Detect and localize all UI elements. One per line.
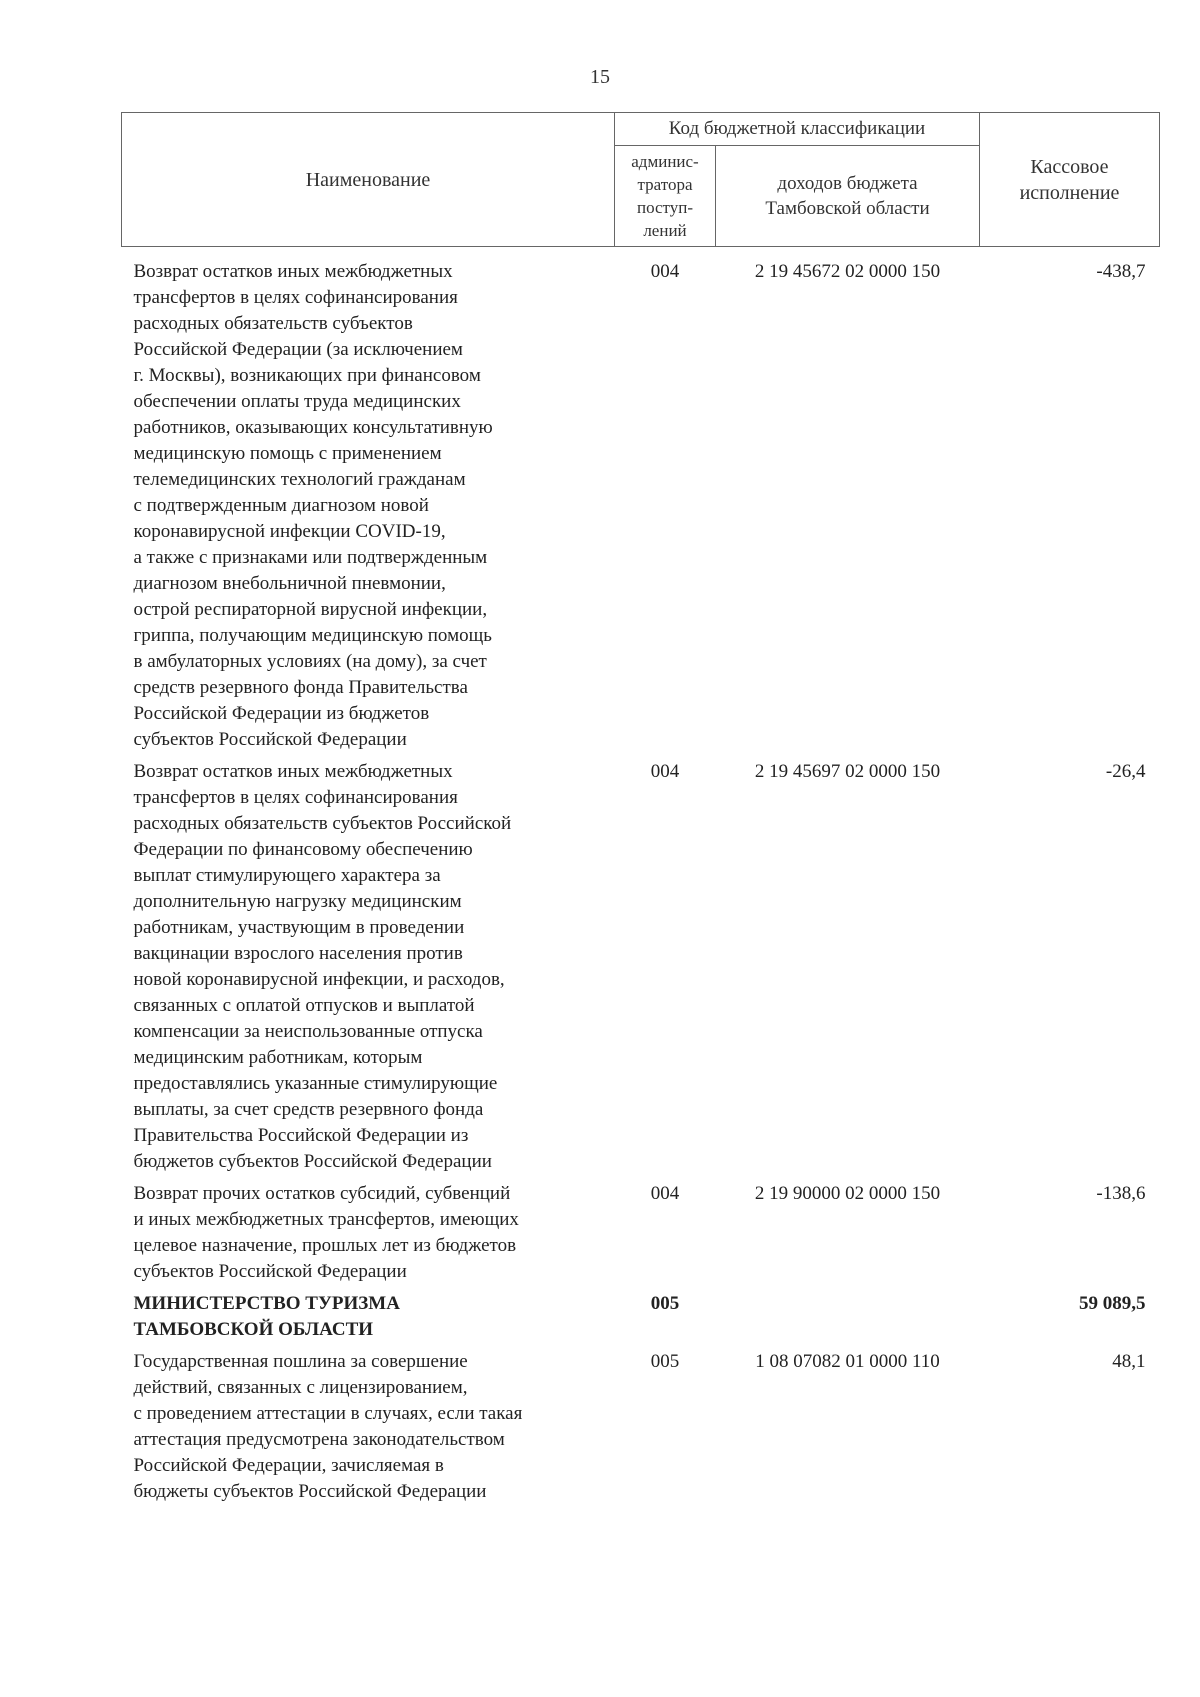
table-row bbox=[122, 259, 1160, 759]
name-line: трансфертов в целях софинансирования bbox=[133, 787, 458, 808]
name-line: г. Москвы), возникающих при финансовом bbox=[133, 365, 481, 386]
cell-administrator-code: 005 bbox=[650, 1293, 680, 1314]
cell-revenue-code bbox=[716, 1291, 980, 1349]
name-line: Российской Федерации из бюджетов bbox=[133, 703, 430, 724]
name-line: с проведением аттестации в случаях, если такая bbox=[133, 1403, 523, 1424]
header-sum-line: Кассовое bbox=[1030, 155, 1109, 178]
name-line: а также с признаками или подтвержденным bbox=[133, 547, 488, 568]
name-line: предоставлялись указанные стимулирующие bbox=[133, 1073, 498, 1094]
name-line: аттестация предусмотрена законодательством bbox=[133, 1429, 505, 1450]
header-cash-execution bbox=[980, 113, 1160, 247]
name-line: острой респираторной вирусной инфекции, bbox=[133, 599, 488, 620]
name-line: коронавирусной инфекции COVID-19, bbox=[133, 521, 446, 542]
name-line: субъектов Российской Федерации bbox=[133, 1261, 407, 1282]
table-row bbox=[122, 759, 1160, 1181]
name-line: компенсации за неиспользованные отпуска bbox=[133, 1021, 483, 1042]
name-line: Государственная пошлина за совершение bbox=[133, 1351, 468, 1372]
name-line: Возврат остатков иных межбюджетных bbox=[133, 761, 453, 782]
name-line: телемедицинских технологий гражданам bbox=[133, 469, 466, 490]
cell-cash-execution: 59 089,5 bbox=[1079, 1293, 1146, 1314]
name-line: медицинскую помощь с применением bbox=[133, 443, 442, 464]
name-line: бюджетов субъектов Российской Федерации bbox=[133, 1151, 492, 1172]
cell-cash-execution: -26,4 bbox=[1105, 761, 1146, 782]
name-line: Возврат остатков иных межбюджетных bbox=[133, 261, 453, 282]
cell-cash-execution: -438,7 bbox=[1096, 261, 1146, 282]
page-number: 15 bbox=[590, 66, 610, 88]
name-line: дополнительную нагрузку медицинским bbox=[133, 891, 462, 912]
name-line: расходных обязательств субъектов bbox=[133, 313, 413, 334]
cell-administrator-code: 004 bbox=[650, 1183, 680, 1204]
cell-name bbox=[122, 759, 615, 1181]
header-revenue-code bbox=[716, 146, 980, 247]
cell-administrator-code: 004 bbox=[650, 261, 680, 282]
name-line: диагнозом внебольничной пневмонии, bbox=[133, 573, 446, 594]
name-line: гриппа, получающим медицинскую помощь bbox=[133, 625, 492, 646]
cell-name bbox=[122, 1349, 615, 1511]
table-body bbox=[122, 247, 1160, 1512]
cell-revenue-code: 2 19 45672 02 0000 150 bbox=[754, 261, 941, 282]
name-line: Возврат прочих остатков субсидий, субвенций bbox=[133, 1183, 511, 1204]
name-line: в амбулаторных условиях (на дому), за счет bbox=[133, 651, 487, 672]
name-line: целевое назначение, прошлых лет из бюджетов bbox=[133, 1235, 517, 1256]
name-line: средств резервного фонда Правительства bbox=[133, 677, 468, 698]
budget-revenue-table bbox=[121, 112, 1160, 1511]
name-line: выплат стимулирующего характера за bbox=[133, 865, 441, 886]
table-header bbox=[122, 113, 1160, 247]
table-row bbox=[122, 1349, 1160, 1511]
name-line: обеспечении оплаты труда медицинских bbox=[133, 391, 461, 412]
table-row bbox=[122, 1181, 1160, 1291]
name-line: выплаты, за счет средств резервного фонда bbox=[133, 1099, 484, 1120]
header-sum-line: исполнение bbox=[1019, 181, 1120, 204]
cell-revenue-code: 2 19 45697 02 0000 150 bbox=[754, 761, 941, 782]
header-admin-line: поступ- bbox=[636, 198, 694, 217]
name-line: расходных обязательств субъектов Российской bbox=[133, 813, 512, 834]
header-code-line: доходов бюджета bbox=[777, 173, 918, 194]
cell-cash-execution: 48,1 bbox=[1112, 1351, 1146, 1372]
cell-administrator-code: 005 bbox=[650, 1351, 680, 1372]
name-line: Российской Федерации, зачисляемая в bbox=[133, 1455, 444, 1476]
header-classification-code: Код бюджетной классификации bbox=[615, 113, 980, 146]
name-line: Российской Федерации (за исключением bbox=[133, 339, 463, 360]
name-line: субъектов Российской Федерации bbox=[133, 729, 407, 750]
header-admin-line: тратора bbox=[637, 175, 693, 194]
name-line: Федерации по финансовому обеспечению bbox=[133, 839, 473, 860]
cell-name bbox=[122, 1181, 615, 1291]
name-line: связанных с оплатой отпусков и выплатой bbox=[133, 995, 475, 1016]
cell-cash-execution: -138,6 bbox=[1096, 1183, 1146, 1204]
cell-name bbox=[122, 1291, 615, 1349]
cell-revenue-code: 2 19 90000 02 0000 150 bbox=[754, 1183, 941, 1204]
cell-administrator-code: 004 bbox=[650, 761, 680, 782]
name-line: работников, оказывающих консультативную bbox=[133, 417, 493, 438]
header-name: Наименование bbox=[122, 113, 615, 247]
name-line: работникам, участвующим в проведении bbox=[133, 917, 465, 938]
name-line: и иных межбюджетных трансфертов, имеющих bbox=[133, 1209, 519, 1230]
cell-name bbox=[122, 259, 615, 759]
name-line: бюджеты субъектов Российской Федерации bbox=[133, 1481, 487, 1502]
name-line: трансфертов в целях софинансирования bbox=[133, 287, 458, 308]
table-row-section-heading bbox=[122, 1291, 1160, 1349]
header-admin-line: лений bbox=[643, 221, 687, 240]
name-line: с подтвержденным диагнозом новой bbox=[133, 495, 429, 516]
name-line: МИНИСТЕРСТВО ТУРИЗМА bbox=[133, 1293, 400, 1314]
name-line: Правительства Российской Федерации из bbox=[133, 1125, 469, 1146]
header-administrator bbox=[615, 146, 716, 247]
header-code-line: Тамбовской области bbox=[765, 198, 930, 219]
header-admin-line: админис- bbox=[631, 152, 699, 171]
name-line: медицинским работникам, которым bbox=[133, 1047, 423, 1068]
name-line: новой коронавирусной инфекции, и расходов, bbox=[133, 969, 505, 990]
name-line: вакцинации взрослого населения против bbox=[133, 943, 463, 964]
cell-revenue-code: 1 08 07082 01 0000 110 bbox=[755, 1351, 940, 1372]
name-line: ТАМБОВСКОЙ ОБЛАСТИ bbox=[133, 1319, 374, 1340]
name-line: действий, связанных с лицензированием, bbox=[133, 1377, 468, 1398]
